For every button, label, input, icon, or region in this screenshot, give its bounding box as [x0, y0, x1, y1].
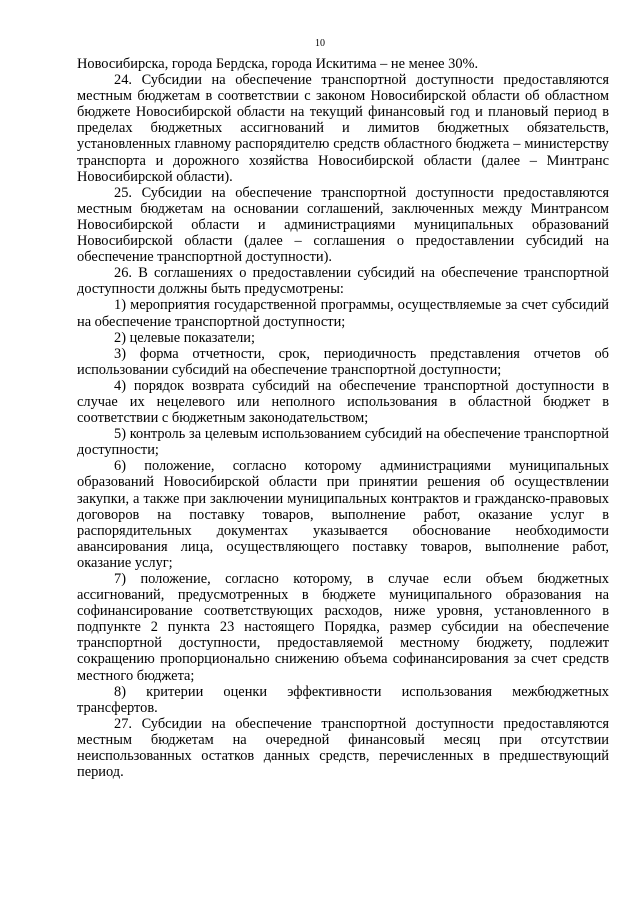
paragraph-26: 26. В соглашениях о предоставлении субсидий на обеспечение транспортной доступности должны быть предусмотрены:: [77, 265, 609, 298]
list-item-3: 3) форма отчетности, срок, периодичность представления отчетов об использовании субсидий на обеспечение транспортной доступности;: [77, 345, 609, 378]
paragraph-27: 27. Субсидии на обеспечение транспортной доступности предоставляются местным бюджетам на очередной финансовый месяц при отсутствии неиспользованных остатков данных средств, перечисленных в предшествующий период.: [77, 715, 609, 781]
page-number: 10: [315, 38, 325, 49]
list-item-8: 8) критерии оценки эффективности использования межбюджетных трансфертов.: [77, 683, 609, 716]
paragraph-25: 25. Субсидии на обеспечение транспортной доступности предоставляются местным бюджетам на основании соглашений, заключенных между Минтрансом Новосибирской области и администрациями муниципальных образований Новосибирской области (далее – соглашения о предоставлении субсидий на обеспечение транспортной доступности).: [77, 184, 609, 266]
list-item-6: 6) положение, согласно которому администрациями муниципальных образований Новосибирской области при принятии решения об осуществлении закупки, а также при заключении муниципальных контрактов и гражданско-правовых договоров на поставку товаров, выполнение работ, оказание услуг в распорядительных документах указывается обоснование необходимости авансирования лица, осуществляющего поставку товаров, выполнение работ, оказание услуг;: [77, 458, 609, 571]
paragraph-continuation: Новосибирска, города Бердска, города Искитима – не менее 30%.: [77, 56, 479, 72]
list-item-4: 4) порядок возврата субсидий на обеспечение транспортной доступности в случае их нецелевого или неполного использования в областной бюджет в соответствии с бюджетным законодательством;: [77, 377, 609, 427]
list-item-2: 2) целевые показатели;: [114, 329, 256, 346]
list-item-7: 7) положение, согласно которому, в случае если объем бюджетных ассигнований, предусмотренных в бюджете муниципального образования на софинансирование соответствующих расходов, ниже уровня, установленного в подпункте 2 пункта 23 настоящего Порядка, размер субсидии на обеспечение транспортной доступности, предоставляемой местному бюджету, подлежит сокращению пропорционально снижению объема софинансирования за счет средств местного бюджета;: [77, 571, 609, 684]
document-body: [77, 56, 609, 780]
list-item-1: 1) мероприятия государственной программы, осуществляемые за счет субсидий на обеспечение транспортной доступности;: [77, 297, 609, 330]
paragraph-24: 24. Субсидии на обеспечение транспортной доступности предоставляются местным бюджетам в соответствии с законом Новосибирской области об областном бюджете Новосибирской области на текущий финансовый год и плановый период в пределах бюджетных ассигнований и лимитов бюджетных обязательств, установленных главному распорядителю средств областного бюджета – министерству транспорта и дорожного хозяйства Новосибирской области (далее – Минтранс Новосибирской области).: [77, 72, 609, 185]
list-item-5: 5) контроль за целевым использованием субсидий на обеспечение транспортной доступности;: [77, 426, 609, 459]
